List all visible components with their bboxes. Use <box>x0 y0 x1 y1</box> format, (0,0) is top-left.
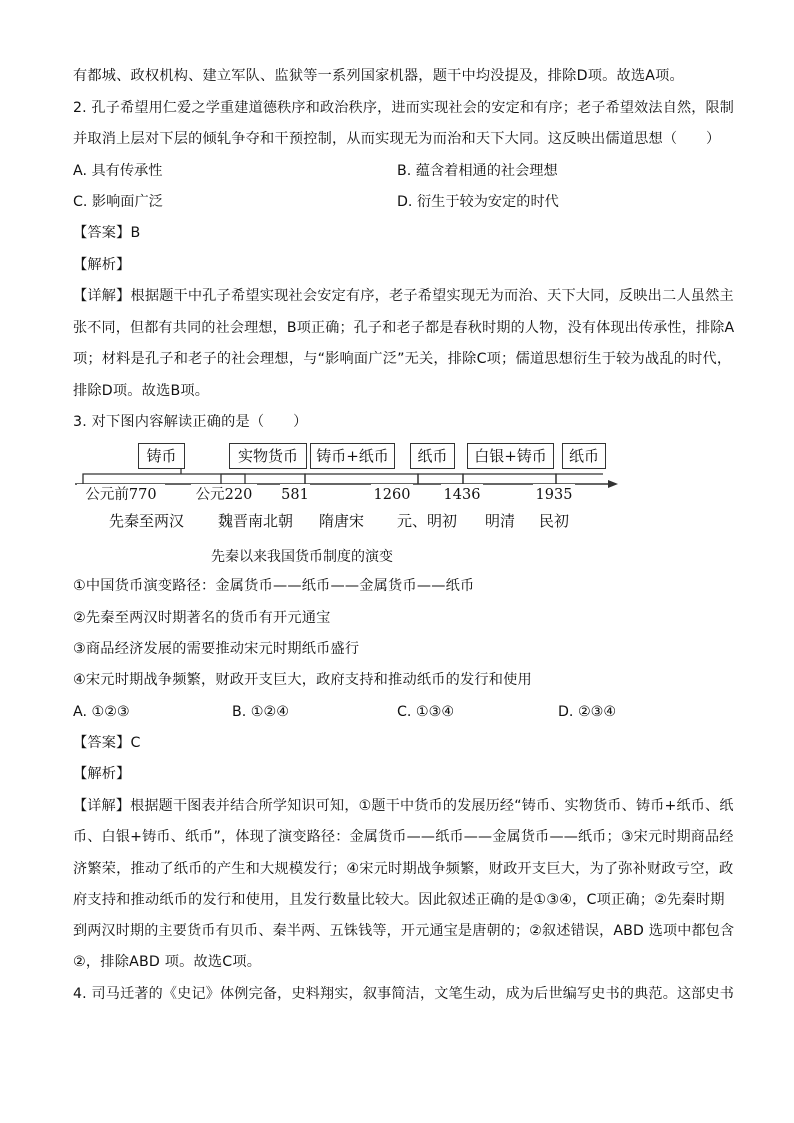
period-label: 魏晋南北朝 <box>218 512 294 530</box>
q3-explanation: 济繁荣，推动了纸币的产生和大规模发行；④宋元时期战争频繁，财政开支巨大，为了弥补财政亏空，政 <box>73 861 734 877</box>
q3-answer: 【答案】C <box>73 735 141 751</box>
question-2-stem-cont: 并取消上层对下层的倾轧争夺和干预控制，从而实现无为而治和天下大同。这反映出儒道思想（ ） <box>73 131 721 147</box>
q3-option-a: A. ①②③ <box>73 704 130 720</box>
q3-explanation: 【详解】根据题干图表并结合所学知识可知，①题干中货币的发展历经“铸币、实物货币、铸币+纸币、纸 <box>73 798 734 814</box>
period-label: 明清 <box>485 512 516 530</box>
q2-answer: 【答案】B <box>73 225 141 241</box>
period-currency-label: 纸币 <box>410 443 455 469</box>
currency-timeline-diagram <box>73 437 623 537</box>
q3-statement-4: ④宋元时期战争频繁，财政开支巨大，政府支持和推动纸币的发行和使用 <box>73 672 532 688</box>
year-label: 581 <box>280 484 310 506</box>
period-currency-label: 铸币 <box>138 443 185 469</box>
question-4-stem: 4. 司马迁著的《史记》体例完备，史料翔实，叙事简洁，文笔生动，成为后世编写史书的典范。这部史书 <box>73 986 735 1002</box>
year-label: 1436 <box>441 484 483 506</box>
period-label: 先秦至两汉 <box>109 512 185 530</box>
period-label: 元、明初 <box>397 512 458 530</box>
q3-option-c: C. ①③④ <box>397 704 455 720</box>
q3-explanation: 币、白银+铸币、纸币”，体现了演变路径：金属货币——纸币——金属货币——纸币；③宋元时期商品经 <box>73 829 734 845</box>
year-label: 1260 <box>371 484 413 506</box>
period-label: 民初 <box>539 512 570 530</box>
q3-statement-1: ①中国货币演变路径：金属货币——纸币——金属货币——纸币 <box>73 578 475 594</box>
q2-option-a: A. 具有传承性 <box>73 163 163 179</box>
q3-explanation: 府支持和推动纸币的发行和使用，且发行数量比较大。因此叙述正确的是①③④，C项正确；②先秦时期 <box>73 892 725 908</box>
q2-explanation: 排除D项。故选B项。 <box>73 383 210 399</box>
question-2-stem: 2. 孔子希望用仁爱之学重建道德秩序和政治秩序，进而实现社会的安定和有序；老子希望效法自然，限制 <box>73 100 735 116</box>
diagram-caption: 先秦以来我国货币制度的演变 <box>211 549 393 565</box>
q3-analysis-heading: 【解析】 <box>73 766 131 782</box>
year-label: 公元220 <box>191 484 257 506</box>
q3-option-d: D. ②③④ <box>558 704 617 720</box>
period-currency-label: 白银+铸币 <box>467 443 554 469</box>
period-currency-label: 铸币+纸币 <box>310 443 395 469</box>
q2-option-b: B. 蕴含着相通的社会理想 <box>397 163 558 179</box>
q2-option-c: C. 影响面广泛 <box>73 194 163 210</box>
period-currency-label: 纸币 <box>562 443 606 469</box>
year-label: 1935 <box>533 484 575 506</box>
text-line: 有都城、政权机构、建立军队、监狱等一系列国家机器，题干中均没提及，排除D项。故选A项。 <box>73 68 684 84</box>
q3-statement-3: ③商品经济发展的需要推动宋元时期纸币盛行 <box>73 641 360 657</box>
year-label: 公元前770 <box>77 484 165 506</box>
question-3-stem: 3. 对下图内容解读正确的是（ ） <box>73 414 308 430</box>
q2-explanation: 【详解】根据题干中孔子希望实现社会安定有序，老子希望实现无为而治、天下大同，反映出二人虽然主 <box>73 288 734 304</box>
q3-statement-2: ②先秦至两汉时期著名的货币有开元通宝 <box>73 610 331 626</box>
q2-explanation: 项；材料是孔子和老子的社会理想，与“影响面广泛”无关，排除C项；儒道思想衍生于较为战乱的时代， <box>73 351 732 367</box>
period-currency-label: 实物货币 <box>229 443 307 469</box>
q2-option-d: D. 衍生于较为安定的时代 <box>397 194 559 210</box>
q3-explanation: ②，排除ABD 项。故选C项。 <box>73 954 262 970</box>
q2-explanation: 张不同，但都有共同的社会理想，B项正确；孔子和老子都是春秋时期的人物，没有体现出传承性，排除A <box>73 320 735 336</box>
q3-explanation: 到两汉时期的主要货币有贝币、秦半两、五铢钱等，开元通宝是唐朝的；②叙述错误，ABD 选项中都包含 <box>73 923 735 939</box>
period-label: 隋唐宋 <box>319 512 365 530</box>
q3-option-b: B. ①②④ <box>232 704 289 720</box>
q2-analysis-heading: 【解析】 <box>73 257 131 273</box>
